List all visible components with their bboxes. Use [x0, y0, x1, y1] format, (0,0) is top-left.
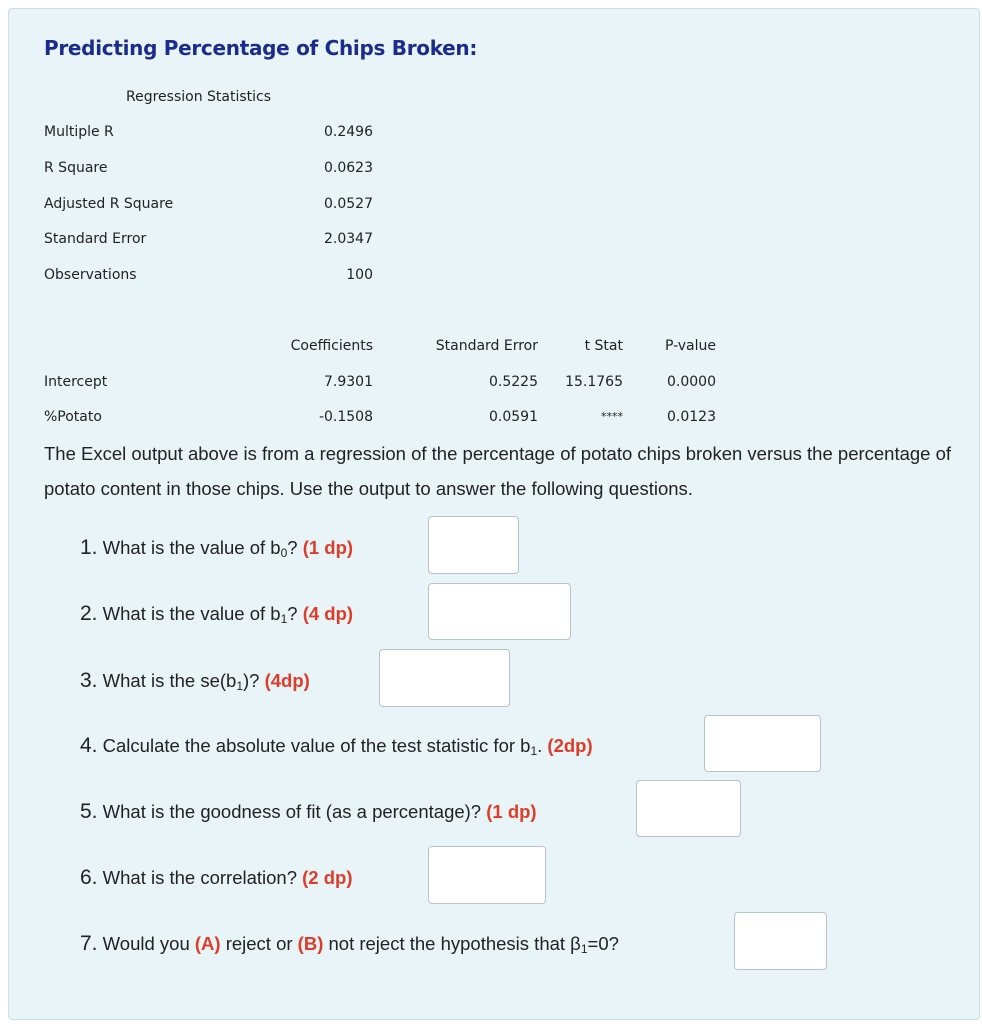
row-label-potato: %Potato [44, 409, 102, 425]
question-text-end: ? [287, 537, 303, 558]
question-text-end: ? [287, 603, 303, 624]
stat-value-r-square: 0.0623 [324, 160, 373, 176]
option-b-label: (B) [297, 933, 324, 954]
answer-input-6[interactable] [428, 846, 546, 904]
question-text-end: not reject the hypothesis that β [323, 933, 581, 954]
stat-value-standard-error: 2.0347 [324, 231, 373, 247]
stat-label-observations: Observations [44, 267, 137, 283]
subscript: 1 [580, 942, 588, 956]
col-header-coefficients: Coefficients [290, 338, 373, 354]
stat-label-r-square: R Square [44, 160, 108, 176]
question-number: 5. [80, 800, 98, 823]
answer-input-3[interactable] [379, 649, 510, 707]
question-6 [80, 866, 353, 890]
precision-hint: (2 dp) [302, 867, 353, 888]
question-number: 6. [80, 866, 98, 889]
col-header-t-stat: t Stat [584, 338, 623, 354]
precision-hint: (4dp) [264, 670, 310, 691]
question-number: 2. [80, 602, 98, 625]
answer-input-4[interactable] [704, 715, 821, 772]
question-2 [80, 602, 353, 626]
question-text-end: . [537, 735, 548, 756]
question-number: 1. [80, 536, 98, 559]
instructions-paragraph: The Excel output above is from a regression of the percentage of potato chips broken versus the percentage of potato content in those chips. Use the output to answer the following questions. [44, 443, 952, 499]
intercept-p-value: 0.0000 [667, 374, 716, 390]
col-header-standard-error: Standard Error [435, 338, 538, 354]
answer-input-1[interactable] [428, 516, 519, 574]
potato-standard-error: 0.0591 [489, 409, 538, 425]
stat-value-multiple-r: 0.2496 [324, 124, 373, 140]
question-4 [80, 734, 593, 758]
question-text: What is the se(b [97, 670, 237, 691]
stat-label-multiple-r: Multiple R [44, 124, 114, 140]
subscript: 1 [280, 612, 288, 626]
question-3 [80, 669, 310, 693]
question-text-middle: reject or [220, 933, 298, 954]
question-5 [80, 800, 537, 824]
answer-input-2[interactable] [428, 583, 571, 640]
page-title: Predicting Percentage of Chips Broken: [44, 36, 478, 60]
question-text: What is the goodness of fit (as a percentage)? [97, 801, 487, 822]
stat-label-standard-error: Standard Error [44, 231, 147, 247]
col-header-p-value: P-value [664, 338, 716, 354]
question-text-tail: =0? [587, 933, 619, 954]
answer-input-5[interactable] [636, 780, 741, 837]
precision-hint: (4 dp) [302, 603, 354, 624]
precision-hint: (1 dp) [302, 537, 354, 558]
question-text-end: )? [243, 670, 265, 691]
subscript: 0 [280, 546, 288, 560]
question-text: What is the value of b [97, 537, 281, 558]
question-1 [80, 536, 353, 560]
option-a-label: (A) [194, 933, 221, 954]
potato-t-stat-masked: **** [601, 410, 623, 423]
precision-hint: (2dp) [547, 735, 593, 756]
question-text: What is the value of b [97, 603, 281, 624]
stat-value-observations: 100 [346, 267, 373, 283]
subscript: 1 [530, 744, 538, 758]
question-number: 4. [80, 734, 98, 757]
row-label-intercept: Intercept [44, 374, 108, 390]
stat-value-adjusted-r-square: 0.0527 [324, 196, 373, 212]
question-7 [80, 932, 619, 956]
regression-statistics-header: Regression Statistics [126, 89, 272, 105]
answer-input-7[interactable] [734, 912, 827, 970]
potato-p-value: 0.0123 [667, 409, 716, 425]
intercept-t-stat: 15.1765 [565, 374, 623, 390]
question-text: What is the correlation? [97, 867, 303, 888]
question-text: Would you [97, 933, 195, 954]
question-number: 3. [80, 669, 98, 692]
intercept-coefficient: 7.9301 [324, 374, 373, 390]
precision-hint: (1 dp) [486, 801, 537, 822]
subscript: 1 [236, 679, 244, 693]
question-number: 7. [80, 932, 98, 955]
question-text: Calculate the absolute value of the test statistic for b [97, 735, 531, 756]
intercept-standard-error: 0.5225 [489, 374, 538, 390]
stat-label-adjusted-r-square: Adjusted R Square [44, 196, 174, 212]
potato-coefficient: -0.1508 [318, 409, 373, 425]
